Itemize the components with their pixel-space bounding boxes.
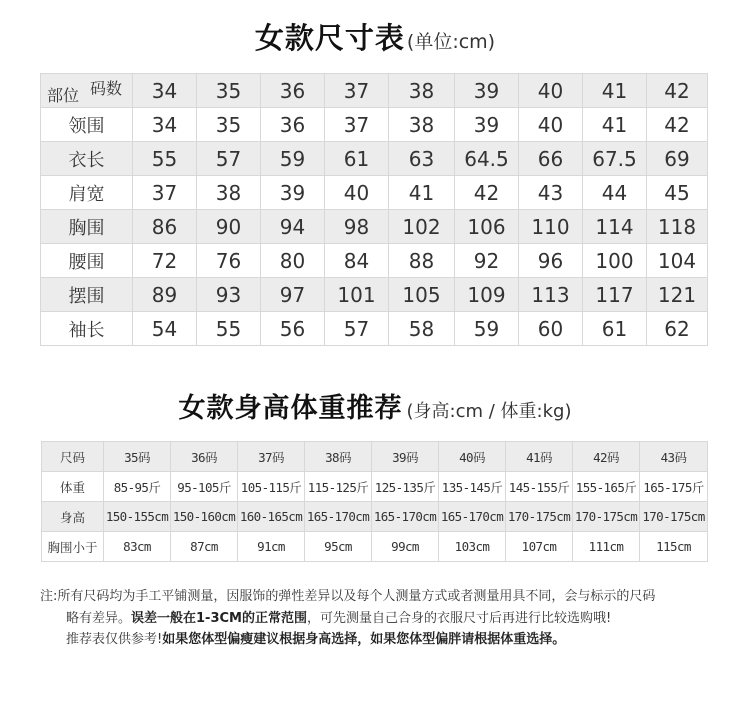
- table-cell: 34: [133, 108, 197, 142]
- size-header-cell: 36: [261, 74, 325, 108]
- table-cell: 39: [455, 108, 519, 142]
- table-cell: 35: [197, 108, 261, 142]
- row-label: 身高: [42, 502, 104, 532]
- table-cell: 97: [261, 278, 325, 312]
- size-chart-row: [41, 210, 708, 244]
- table-cell: 42: [647, 108, 708, 142]
- size-header-cell: 39码: [372, 442, 439, 472]
- recommend-row: [42, 502, 708, 532]
- table-cell: 106: [455, 210, 519, 244]
- table-cell: 96: [519, 244, 583, 278]
- table-cell: 61: [583, 312, 647, 346]
- recommend-row: [42, 472, 708, 502]
- table-cell: 41: [389, 176, 455, 210]
- table-cell: 93: [197, 278, 261, 312]
- table-cell: 40: [325, 176, 389, 210]
- size-header-cell: 40码: [439, 442, 506, 472]
- table-cell: 98: [325, 210, 389, 244]
- table-cell: 118: [647, 210, 708, 244]
- table-cell: 64.5: [455, 142, 519, 176]
- table-cell: 38: [197, 176, 261, 210]
- size-chart-table: [40, 73, 708, 346]
- table-cell: 114: [583, 210, 647, 244]
- table-cell: 36: [261, 108, 325, 142]
- table-cell: 170-175cm: [640, 502, 708, 532]
- table-cell: 94: [261, 210, 325, 244]
- size-header-cell: 41: [583, 74, 647, 108]
- row-label: 领围: [41, 108, 133, 142]
- table-cell: 43: [519, 176, 583, 210]
- header-size-label: 码数: [89, 79, 122, 98]
- recommend-unit: (身高:cm / 体重:kg): [406, 401, 572, 422]
- size-chart-row: [41, 312, 708, 346]
- table-cell: 38: [389, 108, 455, 142]
- header-part-label: 部位: [47, 86, 80, 105]
- table-cell: 37: [325, 108, 389, 142]
- table-cell: 57: [325, 312, 389, 346]
- table-cell: 69: [647, 142, 708, 176]
- table-cell: 95cm: [305, 532, 372, 562]
- size-header-cell: 42: [647, 74, 708, 108]
- note-line-3-start: 推荐表仅供参考!: [66, 632, 163, 647]
- table-cell: 54: [133, 312, 197, 346]
- table-cell: 61: [325, 142, 389, 176]
- table-cell: 66: [519, 142, 583, 176]
- row-label: 胸围: [41, 210, 133, 244]
- size-chart-title-block: [0, 16, 750, 57]
- recommend-table: [41, 441, 708, 562]
- note-line-1: 注:所有尺码均为手工平铺测量，因服饰的弹性差异以及每个人测量方式或者测量用具不同，会与标示的尺码: [40, 589, 656, 604]
- table-cell: 103cm: [439, 532, 506, 562]
- table-cell: 121: [647, 278, 708, 312]
- table-cell: 165-170cm: [305, 502, 372, 532]
- table-cell: 39: [261, 176, 325, 210]
- size-chart-header-row: [41, 74, 708, 108]
- table-cell: 165-170cm: [439, 502, 506, 532]
- header-label-cell: 尺码: [42, 442, 104, 472]
- notes-block: [40, 586, 730, 651]
- size-header-cell: 37码: [238, 442, 305, 472]
- table-cell: 91cm: [238, 532, 305, 562]
- table-cell: 115-125斤: [305, 472, 372, 502]
- size-chart-row: [41, 244, 708, 278]
- table-cell: 42: [455, 176, 519, 210]
- size-header-cell: 41码: [506, 442, 573, 472]
- table-cell: 110: [519, 210, 583, 244]
- table-cell: 59: [455, 312, 519, 346]
- recommend-header-row: [42, 442, 708, 472]
- note-line-3: [40, 629, 730, 651]
- note-line-2-emphasis: 误差一般在1-3CM的正常范围: [131, 610, 307, 626]
- table-cell: 84: [325, 244, 389, 278]
- size-header-cell: 39: [455, 74, 519, 108]
- table-cell: 101: [325, 278, 389, 312]
- table-cell: 155-165斤: [573, 472, 640, 502]
- table-cell: 72: [133, 244, 197, 278]
- size-header-cell: 37: [325, 74, 389, 108]
- table-cell: 150-160cm: [171, 502, 238, 532]
- table-cell: 150-155cm: [104, 502, 171, 532]
- table-cell: 99cm: [372, 532, 439, 562]
- table-cell: 109: [455, 278, 519, 312]
- table-cell: 44: [583, 176, 647, 210]
- table-cell: 100: [583, 244, 647, 278]
- table-cell: 135-145斤: [439, 472, 506, 502]
- table-cell: 55: [197, 312, 261, 346]
- table-cell: 67.5: [583, 142, 647, 176]
- table-cell: 165-175斤: [640, 472, 708, 502]
- size-header-cell: 42码: [573, 442, 640, 472]
- size-chart-unit: (单位:cm): [406, 31, 496, 53]
- note-line-2: [40, 608, 730, 630]
- recommend-title-block: [0, 386, 750, 425]
- size-header-cell: 35码: [104, 442, 171, 472]
- table-cell: 113: [519, 278, 583, 312]
- recommend-row: [42, 532, 708, 562]
- note-line-3-emphasis: 如果您体型偏瘦建议根据身高选择，如果您体型偏胖请根据体重选择。: [162, 632, 566, 647]
- table-cell: 37: [133, 176, 197, 210]
- table-cell: 89: [133, 278, 197, 312]
- size-header-cell: 38: [389, 74, 455, 108]
- row-label: 摆围: [41, 278, 133, 312]
- table-cell: 60: [519, 312, 583, 346]
- table-cell: 59: [261, 142, 325, 176]
- table-cell: 80: [261, 244, 325, 278]
- table-cell: 45: [647, 176, 708, 210]
- table-cell: 102: [389, 210, 455, 244]
- table-cell: 57: [197, 142, 261, 176]
- table-cell: 95-105斤: [171, 472, 238, 502]
- table-cell: 85-95斤: [104, 472, 171, 502]
- table-cell: 117: [583, 278, 647, 312]
- table-cell: 41: [583, 108, 647, 142]
- row-label: 袖长: [41, 312, 133, 346]
- size-chart-row: [41, 176, 708, 210]
- table-cell: 170-175cm: [506, 502, 573, 532]
- table-cell: 104: [647, 244, 708, 278]
- table-cell: 165-170cm: [372, 502, 439, 532]
- table-cell: 58: [389, 312, 455, 346]
- table-cell: 160-165cm: [238, 502, 305, 532]
- row-label: 肩宽: [41, 176, 133, 210]
- table-cell: 87cm: [171, 532, 238, 562]
- size-chart-row: [41, 278, 708, 312]
- row-label: 胸围小于: [42, 532, 104, 562]
- row-label: 体重: [42, 472, 104, 502]
- size-header-cell: 40: [519, 74, 583, 108]
- size-header-cell: 34: [133, 74, 197, 108]
- table-cell: 63: [389, 142, 455, 176]
- table-cell: 92: [455, 244, 519, 278]
- table-cell: 115cm: [640, 532, 708, 562]
- table-cell: 105-115斤: [238, 472, 305, 502]
- table-cell: 83cm: [104, 532, 171, 562]
- note-line-2-end: ，可先测量自己合身的衣服尺寸后再进行比较选购哦!: [306, 610, 612, 626]
- table-cell: 88: [389, 244, 455, 278]
- table-cell: 90: [197, 210, 261, 244]
- table-cell: 56: [261, 312, 325, 346]
- size-header-cell: 36码: [171, 442, 238, 472]
- row-label: 衣长: [41, 142, 133, 176]
- table-cell: 76: [197, 244, 261, 278]
- size-header-cell: 43码: [640, 442, 708, 472]
- table-cell: 107cm: [506, 532, 573, 562]
- row-label: 腰围: [41, 244, 133, 278]
- size-chart-row: [41, 108, 708, 142]
- size-chart-corner-cell: [41, 74, 133, 108]
- size-chart-row: [41, 142, 708, 176]
- table-cell: 170-175cm: [573, 502, 640, 532]
- table-cell: 62: [647, 312, 708, 346]
- table-cell: 145-155斤: [506, 472, 573, 502]
- size-chart-title: 女款尺寸表: [254, 21, 405, 55]
- table-cell: 55: [133, 142, 197, 176]
- note-line-2-start: 略有差异。: [66, 610, 132, 626]
- table-cell: 125-135斤: [372, 472, 439, 502]
- table-cell: 40: [519, 108, 583, 142]
- size-header-cell: 35: [197, 74, 261, 108]
- recommend-title: 女款身高体重推荐: [178, 393, 403, 424]
- table-cell: 111cm: [573, 532, 640, 562]
- table-cell: 86: [133, 210, 197, 244]
- size-header-cell: 38码: [305, 442, 372, 472]
- table-cell: 105: [389, 278, 455, 312]
